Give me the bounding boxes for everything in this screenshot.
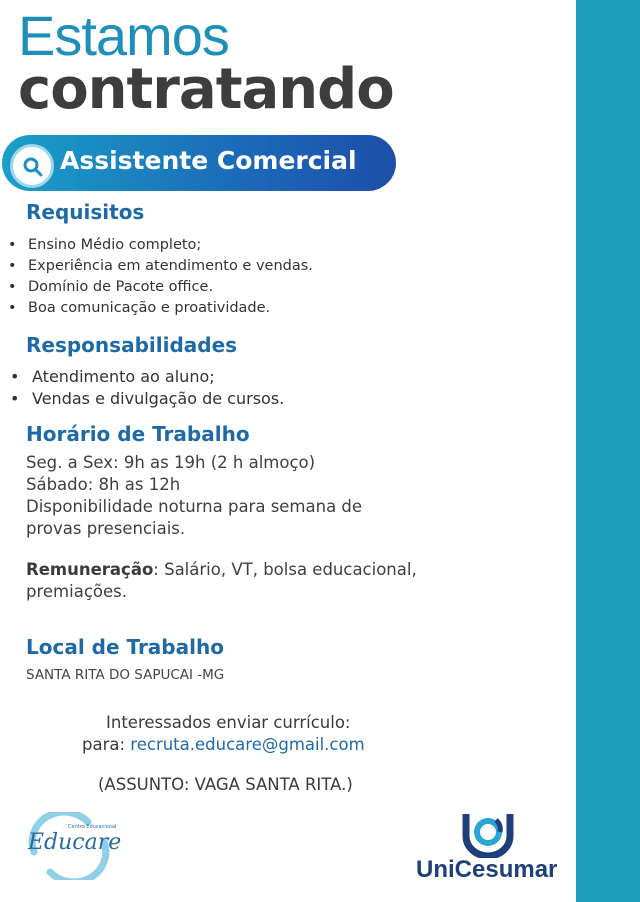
remuneracao-line-1 bbox=[26, 559, 417, 581]
contato-line-1: Interessados enviar currículo: bbox=[106, 713, 351, 732]
remuneracao-line-2: premiações. bbox=[26, 582, 127, 601]
unicesumar-uni: Uni bbox=[416, 856, 455, 883]
horario-line-1: Seg. a Sex: 9h as 19h (2 h almoço) bbox=[26, 453, 316, 472]
contato-line-2 bbox=[82, 735, 365, 754]
educare-subtitle: Centro Educacional bbox=[68, 824, 117, 830]
remuneracao-text: : Salário, VT, bolsa educacional, bbox=[153, 560, 417, 579]
requisitos-heading: Requisitos bbox=[26, 200, 145, 224]
search-icon bbox=[10, 144, 54, 188]
email-link[interactable]: recruta.educare@gmail.com bbox=[130, 735, 365, 754]
list-item: • Ensino Médio completo; bbox=[6, 235, 313, 256]
list-item: • Atendimento ao aluno; bbox=[8, 366, 284, 388]
list-item: • Vendas e divulgação de cursos. bbox=[8, 388, 284, 410]
title-line-1: Estamos bbox=[18, 4, 229, 67]
unicesumar-cesumar: Cesumar bbox=[454, 856, 558, 883]
educare-logo bbox=[24, 812, 122, 884]
unicesumar-logo bbox=[414, 810, 564, 890]
job-title: Assistente Comercial bbox=[60, 146, 357, 175]
list-item: • Experiência em atendimento e vendas. bbox=[6, 256, 313, 277]
assunto-text: (ASSUNTO: VAGA SANTA RITA.) bbox=[98, 775, 353, 794]
educare-name: Educare bbox=[28, 830, 122, 855]
local-heading: Local de Trabalho bbox=[26, 635, 224, 659]
contato-prefix: para: bbox=[82, 735, 131, 754]
horario-line-4: provas presenciais. bbox=[26, 519, 186, 538]
title-line-2: contratando bbox=[18, 57, 394, 122]
horario-line-2: Sábado: 8h as 12h bbox=[26, 475, 181, 494]
list-item: • Boa comunicação e proatividade. bbox=[6, 298, 313, 319]
remuneracao-label: Remuneração bbox=[26, 560, 154, 579]
local-value: SANTA RITA DO SAPUCAI -MG bbox=[26, 667, 225, 683]
horario-heading: Horário de Trabalho bbox=[26, 422, 250, 446]
responsabilidades-heading: Responsabilidades bbox=[26, 333, 238, 357]
unicesumar-wordmark bbox=[416, 856, 557, 884]
requisitos-list bbox=[6, 235, 313, 319]
side-color-bar bbox=[576, 0, 640, 902]
list-item: • Domínio de Pacote office. bbox=[6, 277, 313, 298]
responsabilidades-list bbox=[8, 366, 284, 410]
horario-line-3: Disponibilidade noturna para semana de bbox=[26, 497, 363, 516]
